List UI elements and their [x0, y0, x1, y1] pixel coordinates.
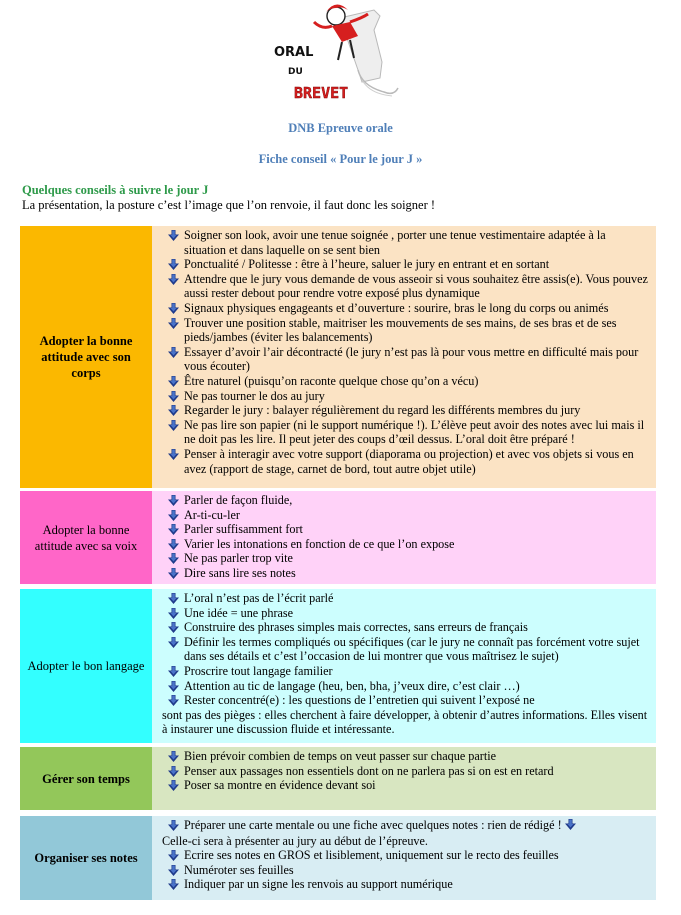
down-arrow-icon — [162, 551, 184, 564]
list-item-text: Définir les termes compliqués ou spécifiques (car le jury ne connaît pas forcément votre sujet dans ses détails et c’est l’occasion de lui montrer que vous maîtrisez le sujet) — [184, 634, 640, 664]
section-content — [152, 589, 656, 743]
list-item — [162, 664, 650, 679]
list-item — [162, 877, 650, 892]
list-item — [162, 537, 650, 552]
list-item-text: Parler de façon fluide, — [184, 493, 293, 507]
list-item — [162, 749, 650, 764]
list-item-text: Parler suffisamment fort — [184, 522, 303, 537]
down-arrow-icon — [162, 877, 184, 890]
intro-title: Quelques conseils à suivre le jour J — [22, 183, 209, 197]
list-item-text: Ne pas parler trop vite — [184, 551, 293, 566]
down-arrow-icon — [162, 316, 184, 329]
list-item-text: Ponctualité / Politesse : être à l’heure, saluer le jury en entrant et en sortant — [184, 257, 550, 272]
down-arrow-icon — [162, 749, 184, 762]
list-item — [162, 301, 650, 316]
section-label: Adopter le bon langage — [20, 589, 152, 743]
section-label: Adopter la bonne attitude avec son corps — [20, 226, 152, 488]
down-arrow-icon — [162, 620, 184, 633]
list-item — [162, 566, 650, 581]
down-arrow-icon — [162, 228, 184, 241]
list-item-text: Numéroter ses feuilles — [184, 862, 294, 877]
document-title: DNB Epreuve orale — [288, 121, 393, 135]
down-arrow-icon — [162, 566, 184, 579]
list-item — [162, 620, 650, 635]
list-item — [162, 272, 650, 301]
section-time — [20, 747, 656, 810]
down-arrow-icon — [162, 778, 184, 791]
section-content — [152, 816, 656, 900]
section-content — [152, 491, 656, 584]
list-item — [162, 693, 650, 708]
section-label: Gérer son temps — [20, 747, 152, 810]
list-item-text: Poser sa montre en évidence devant soi — [184, 778, 376, 793]
list-item-text: Indiquer par un signe les renvois au support numérique — [184, 877, 453, 892]
list-item-text: Ecrire ses notes en GROS et lisiblement, uniquement sur le recto des feuilles — [184, 848, 559, 863]
down-arrow-icon — [162, 447, 184, 460]
down-arrow-icon — [162, 693, 184, 706]
oral-du-brevet-logo — [262, 0, 410, 110]
down-arrow-icon — [162, 389, 184, 402]
section-notes — [20, 816, 656, 900]
logo-text-oral: ORAL — [274, 45, 314, 60]
list-item-text: Attention au tic de langage (heu, ben, bha, j’veux dire, c’est clair …) — [184, 678, 520, 693]
section-voice — [20, 491, 656, 584]
list-item — [162, 389, 650, 404]
down-arrow-icon — [162, 301, 184, 314]
down-arrow-icon — [162, 522, 184, 535]
list-item — [162, 778, 650, 793]
down-arrow-icon — [162, 606, 184, 619]
list-item — [162, 418, 650, 447]
list-item — [162, 508, 650, 523]
list-item-text: Dire sans lire ses notes — [184, 565, 296, 580]
down-arrow-icon — [162, 635, 184, 648]
list-item — [162, 764, 650, 779]
down-arrow-icon — [162, 257, 184, 270]
down-arrow-icon — [162, 345, 184, 358]
list-item-text: Signaux physiques engageants et d’ouverture : sourire, bras le long du corps ou animés — [184, 300, 609, 315]
list-item-text: Essayer d’avoir l’air décontracté (le jury n’est pas là pour vous mettre en difficulté mais pour vous écouter) — [184, 344, 639, 374]
list-item — [162, 447, 650, 476]
section-label: Adopter la bonne attitude avec sa voix — [20, 491, 152, 584]
section-language — [20, 589, 656, 743]
list-item-text: Soigner son look, avoir une tenue soignée , porter une tenue vestimentaire adaptée à la situation et dans laquelle on se sent bien — [184, 228, 606, 257]
list-item — [162, 374, 650, 389]
down-arrow-icon — [162, 591, 184, 604]
section-content — [152, 226, 656, 488]
down-arrow-icon — [162, 679, 184, 692]
list-item-text: Varier les intonations en fonction de ce que l’on expose — [184, 536, 455, 551]
down-arrow-icon — [162, 537, 184, 550]
down-arrow-icon — [162, 418, 184, 431]
list-item-text: Penser à interagir avec votre support (diaporama ou projection) et avec vos objets si vous en avez (rapport de stage, carnet de bord, tout autre objet utile) — [184, 446, 634, 476]
down-arrow-icon — [162, 764, 184, 777]
list-item — [162, 228, 650, 257]
logo-text-du: DU — [288, 67, 303, 77]
down-arrow-icon — [162, 403, 184, 416]
section-continuation-text: Celle-ci sera à présenter au jury au début de l’épreuve. — [162, 833, 428, 848]
list-item — [162, 345, 650, 374]
section-continuation-text: sont pas des pièges : elles cherchent à faire développer, à obtenir d’autres informations. Elles visent à instaurer une discussion fluide et intéressante. — [162, 707, 648, 737]
list-item — [162, 493, 650, 508]
list-item — [162, 522, 650, 537]
list-item — [162, 635, 650, 664]
down-arrow-icon — [162, 493, 184, 506]
list-item-text: Trouver une position stable, maitriser les mouvements de ses mains, de ses bras et de ses pieds/jambes (éviter les balancements) — [184, 315, 617, 345]
list-item-text: Penser aux passages non essentiels dont on ne parlera pas si on est en retard — [184, 763, 554, 778]
list-item-text: Ne pas lire son papier (ni le support numérique !). L’élève peut avoir des notes avec lui mais il ne doit pas les lire. Il peut jeter des coups d’œil dessus. L’oral doit être préparé ! — [184, 417, 645, 447]
list-item-text: Une idée = une phrase — [184, 605, 294, 620]
down-arrow-icon — [162, 374, 184, 387]
intro-text: La présentation, la posture c’est l’image que l’on renvoie, il faut donc les soigner ! — [22, 198, 436, 212]
down-arrow-icon — [162, 863, 184, 876]
list-item-text: Construire des phrases simples mais correctes, sans erreurs de français — [184, 620, 528, 635]
list-item-text: Regarder le jury : balayer régulièrement du regard les différents membres du jury — [184, 403, 581, 418]
list-item-text: L’oral n’est pas de l’écrit parlé — [184, 591, 334, 605]
down-arrow-icon — [162, 508, 184, 521]
list-item — [162, 606, 650, 621]
down-arrow-icon — [565, 819, 576, 834]
down-arrow-icon — [162, 664, 184, 677]
list-item — [162, 679, 650, 694]
section-content — [152, 747, 656, 810]
list-item — [162, 403, 650, 418]
list-item-text: Ne pas tourner le dos au jury — [184, 388, 325, 403]
list-item — [162, 257, 650, 272]
list-item-text: Préparer une carte mentale ou une fiche avec quelques notes : rien de rédigé ! — [184, 818, 562, 832]
section-body-attitude — [20, 226, 656, 488]
list-item-text: Bien prévoir combien de temps on veut passer sur chaque partie — [184, 749, 497, 763]
list-item-text: Rester concentré(e) : les questions de l’entretien qui suivent l’exposé ne — [184, 693, 535, 708]
document-subtitle: Fiche conseil « Pour le jour J » — [258, 152, 423, 166]
list-item — [162, 591, 650, 606]
down-arrow-icon — [162, 848, 184, 861]
list-item — [162, 848, 650, 863]
down-arrow-icon — [162, 818, 184, 831]
list-item-text: Proscrire tout langage familier — [184, 663, 333, 678]
section-label: Organiser ses notes — [20, 816, 152, 900]
list-item — [162, 863, 650, 878]
list-item-text: Attendre que le jury vous demande de vous asseoir si vous souhaitez être assis(e). Vous pouvez aussi rester debout pour rendre votre exposé plus dynamique — [184, 271, 648, 301]
list-item — [162, 316, 650, 345]
logo-text-brevet: BREVET — [294, 84, 349, 102]
list-item — [162, 551, 650, 566]
list-item-text: Ar-ti-cu-ler — [184, 507, 240, 522]
list-item-text: Être naturel (puisqu’on raconte quelque chose qu’on a vécu) — [184, 373, 479, 388]
list-item — [162, 818, 650, 834]
down-arrow-icon — [162, 272, 184, 285]
